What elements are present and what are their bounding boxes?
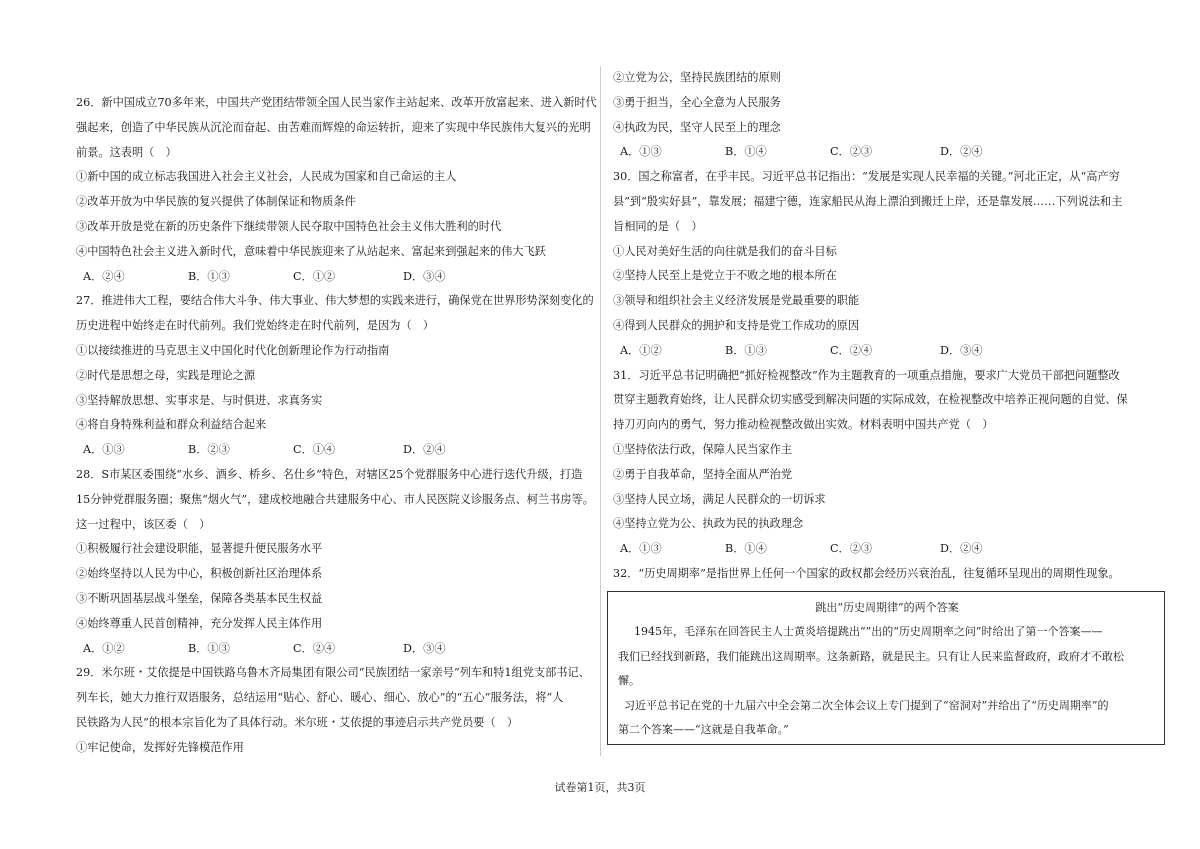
option-a: A．①③	[83, 443, 125, 457]
option-c: C．②④	[830, 343, 873, 357]
material-title: 跳出“历史周期律”的两个答案	[815, 601, 959, 614]
question-stem-line: 这一过程中，该区委（ ）	[76, 517, 211, 531]
answer-options	[613, 140, 1145, 165]
statement-item: ①人民对美好生活的向往就是我们的奋斗目标	[613, 244, 837, 258]
question-stem-line: 27．推进伟大工程，要结合伟大斗争、伟大事业、伟大梦想的实践来进行，确保党在世界形势深刻变化的	[76, 294, 594, 308]
answer-options	[76, 438, 616, 463]
question-26	[76, 91, 616, 289]
option-b: B．①③	[188, 641, 230, 655]
page-footer: 试卷第1页，共3页	[554, 781, 646, 794]
statement-item: ③领导和组织社会主义经济发展是党最重要的职能	[613, 294, 860, 308]
option-a: A．①③	[620, 145, 662, 159]
question-stem-line: 持刀刃向内的勇气，努力推动检视整改做出实效。材料表明中国共产党（ ）	[613, 418, 994, 432]
right-column	[613, 66, 1145, 587]
material-paragraph-line: 习近平总书记在党的十九届六中全会第二次全体会议上专门提到了“窑洞对”并给出了“历史周期率”的	[624, 698, 1109, 712]
statement-item: ②改革开放为中华民族的复兴提供了体制保证和物质条件	[76, 195, 356, 209]
answer-options	[76, 637, 616, 662]
question-stem-line: 列车长，她大力推行双语服务，总结运用“贴心、舒心、暖心、细心、放心”的“五心”服务法，将“人	[76, 691, 564, 705]
option-c: C．①④	[293, 443, 336, 457]
statement-item: ②始终坚持以人民为中心，积极创新社区治理体系	[76, 567, 323, 581]
statement-item: ③坚持人民立场，满足人民群众的一切诉求	[613, 492, 826, 506]
statement-item: ④执政为民，坚守人民至上的理念	[613, 120, 781, 134]
statement-item: ③不断巩固基层战斗堡垒，保障各类基本民生权益	[76, 591, 323, 605]
question-stem-line: 前景。这表明（ ）	[76, 145, 177, 159]
statement-item: ③坚持解放思想、实事求是、与时俱进、求真务实	[76, 393, 323, 407]
material-paragraph-line: 懈。	[618, 674, 640, 688]
option-d: D．②④	[940, 145, 983, 159]
option-d: D．③④	[940, 343, 983, 357]
statement-item: ④中国特色社会主义进入新时代，意味着中华民族迎来了从站起来、富起来到强起来的伟大飞跃	[76, 244, 546, 258]
question-stem-line: 30．国之称富者，在乎丰民。习近平总书记指出：“发展是实现人民幸福的关键。”河北正定，从“高产穷	[613, 170, 1120, 184]
question-stem-line: 31．习近平总书记明确把“抓好检视整改”作为主题教育的一项重点措施，要求广大党员干部把问题整改	[613, 368, 1120, 382]
question-28	[76, 463, 616, 661]
option-b: B．②③	[188, 443, 230, 457]
material-paragraph-line: 1945年，毛泽东在回答民主人士黄炎培提跳出“”出的“历史周期率之问”时给出了第一个答案——	[634, 625, 1103, 639]
statement-item: ②时代是思想之母，实践是理论之源	[76, 368, 256, 382]
option-b: B．①④	[725, 542, 767, 556]
option-c: C．②④	[293, 641, 336, 655]
question-stem-line: 县”到“殷实好县”，靠发展；福建宁德，连家船民从海上漂泊到搬迁上岸，还是靠发展……下列说法和主	[613, 194, 1123, 208]
statement-item: ①以接续推进的马克思主义中国化时代化创新理论作为行动指南	[76, 343, 390, 357]
question-31	[613, 364, 1145, 562]
statement-item: ④始终尊重人民首创精神，充分发挥人民主体作用	[76, 616, 323, 630]
material-paragraph-line: 我们已经找到新路，我们能跳出这周期率。这条新路，就是民主。只有让人民来监督政府，政府才不敢松	[618, 649, 1124, 663]
question-stem-line: 旨相同的是（ ）	[613, 219, 703, 233]
question-stem-line: 民铁路为人民”的根本宗旨化为了具体行动。米尔班・艾依提的事迹启示共产党员要（ ）	[76, 715, 519, 729]
statement-item: ②坚持人民至上是党立于不败之地的根本所在	[613, 269, 837, 283]
question-stem-line: 强起来，创造了中华民族从沉沦而奋起、由苦难而辉煌的命运转折，迎来了实现中华民族伟大复兴的光明	[76, 120, 591, 134]
statement-item: ①新中国的成立标志我国进入社会主义社会，人民成为国家和自己命运的主人	[76, 170, 457, 184]
question-32	[613, 562, 1145, 587]
statement-item: ④得到人民群众的拥护和支持是党工作成功的原因	[613, 318, 860, 332]
answer-options	[76, 265, 616, 290]
option-a: A．①②	[620, 343, 662, 357]
option-b: B．①③	[725, 343, 767, 357]
left-column	[76, 66, 616, 761]
option-c: C．②③	[830, 542, 873, 556]
option-d: D．③④	[403, 641, 446, 655]
answer-options	[613, 537, 1145, 562]
material-box	[607, 591, 1165, 745]
option-b: B．①④	[725, 145, 767, 159]
option-c: C．①②	[293, 269, 336, 283]
statement-item: ①积极履行社会建设职能，显著提升便民服务水平	[76, 542, 323, 556]
question-27	[76, 289, 616, 463]
question-stem-line: 29．米尔班・艾依提是中国铁路乌鲁木齐局集团有限公司“民族团结一家亲号”列车和特1组党支部书记、	[76, 666, 590, 680]
option-a: A．①③	[620, 542, 662, 556]
statement-item: ②勇于自我革命，坚持全面从严治党	[613, 467, 793, 481]
option-c: C．②③	[830, 145, 873, 159]
question-29-continued	[613, 66, 1145, 165]
question-30	[613, 165, 1145, 363]
question-stem-line: 26．新中国成立70多年来，中国共产党团结带领全国人民当家作主站起来、改革开放富起来、进入新时代	[76, 96, 597, 109]
option-d: D．③④	[403, 269, 446, 283]
spacer	[76, 66, 616, 91]
statement-item: ①坚持依法行政，保障人民当家作主	[613, 442, 793, 456]
statement-item: ③改革开放是党在新的历史条件下继续带领人民夺取中国特色社会主义伟大胜利的时代	[76, 219, 502, 233]
statement-item: ②立党为公，坚持民族团结的原则	[613, 71, 781, 84]
question-29	[76, 661, 616, 760]
question-stem-line: 历史进程中始终走在时代前列。我们党始终走在时代前列，是因为（ ）	[76, 319, 435, 333]
question-stem-line: 15分钟党群服务圈；聚焦“烟火气”，建成校地融合共建服务中心、市人民医院义诊服务点、柯兰书房等。	[76, 492, 594, 506]
statement-item: ③勇于担当，全心全意为人民服务	[613, 95, 781, 109]
option-a: A．①②	[83, 641, 125, 655]
statement-item: ④坚持立党为公、执政为民的执政理念	[613, 517, 804, 531]
statement-item: ①牢记使命，发挥好先锋模范作用	[76, 740, 244, 754]
statement-item: ④将自身特殊利益和群众利益结合起来	[76, 418, 267, 432]
option-b: B．①③	[188, 269, 230, 283]
question-stem-line: 28．S市某区委围绕“水乡、酒乡、桥乡、名仕乡”特色，对辖区25个党群服务中心进行迭代升级，打造	[76, 467, 583, 481]
option-d: D．②④	[940, 542, 983, 556]
question-stem-line: 32．“历史周期率”是指世界上任何一个国家的政权都会经历兴衰治乱，往复循环呈现出的周期性现象。	[613, 566, 1120, 580]
material-paragraph-line: 第二个答案——“这就是自我革命。”	[618, 722, 789, 736]
option-a: A．②④	[83, 269, 125, 283]
question-stem-line: 贯穿主题教育始终，让人民群众切实感受到解决问题的实际成效，在检视整改中培养正视问题的自觉、保	[613, 393, 1128, 407]
answer-options	[613, 339, 1145, 364]
option-d: D．②④	[403, 443, 446, 457]
